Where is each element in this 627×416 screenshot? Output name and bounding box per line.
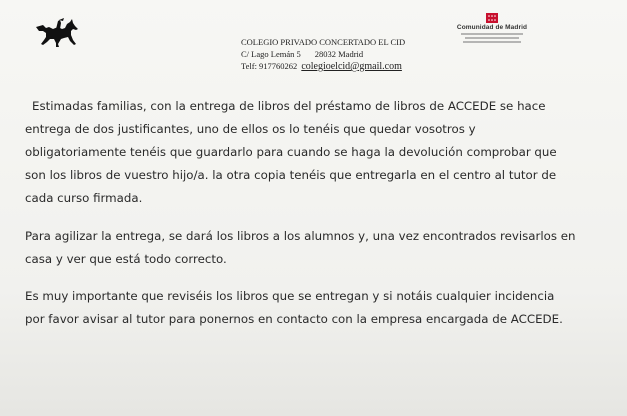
logo-fine-print-line <box>461 33 523 35</box>
paragraph-line: son los libros de vuestro hijo/a. la otra copia tenéis que entregarla en el centro al tutor de <box>25 168 557 182</box>
paragraph-line: Es muy importante que reviséis los libros que se entregan y si notáis cualquier incidencia <box>25 289 555 303</box>
logo-fine-print-line <box>465 37 519 39</box>
logo-fine-print-line <box>463 41 521 43</box>
paragraph-line: obligatoriamente tenéis que guardarlo para cuando se haga la devolución comprobar que <box>25 145 557 159</box>
paragraph-line: entrega de dos justificantes, uno de ellos os lo tenéis que quedar vosotros y <box>25 122 476 136</box>
paragraph-line: Estimadas familias, con la entrega de libros del préstamo de libros de ACCEDE se hace <box>32 99 546 113</box>
school-email-link[interactable]: colegioelcid@gmail.com <box>301 61 402 72</box>
letter-body <box>25 95 605 331</box>
comunidad-madrid-flag-icon <box>486 13 498 23</box>
school-name: COLEGIO PRIVADO CONCERTADO EL CID <box>241 37 406 47</box>
school-phone: Telf: 917760262 <box>241 61 298 71</box>
knight-on-horse-icon <box>34 18 80 48</box>
school-street: C/ Lago Lemán 5 <box>241 49 301 59</box>
comunidad-madrid-logo <box>452 13 532 43</box>
paragraph-line: cada curso firmada. <box>25 191 143 205</box>
paragraph-line: casa y ver que está todo correcto. <box>25 252 227 266</box>
paragraph-line: Para agilizar la entrega, se dará los libros a los alumnos y, una vez encontrados revisarlos en <box>25 229 576 243</box>
school-postal: 28032 Madrid <box>314 49 364 59</box>
paragraph-line: por favor avisar al tutor para ponernos en contacto con la empresa encargada de ACCEDE. <box>25 312 563 326</box>
comunidad-madrid-name: Comunidad de Madrid <box>456 24 528 31</box>
